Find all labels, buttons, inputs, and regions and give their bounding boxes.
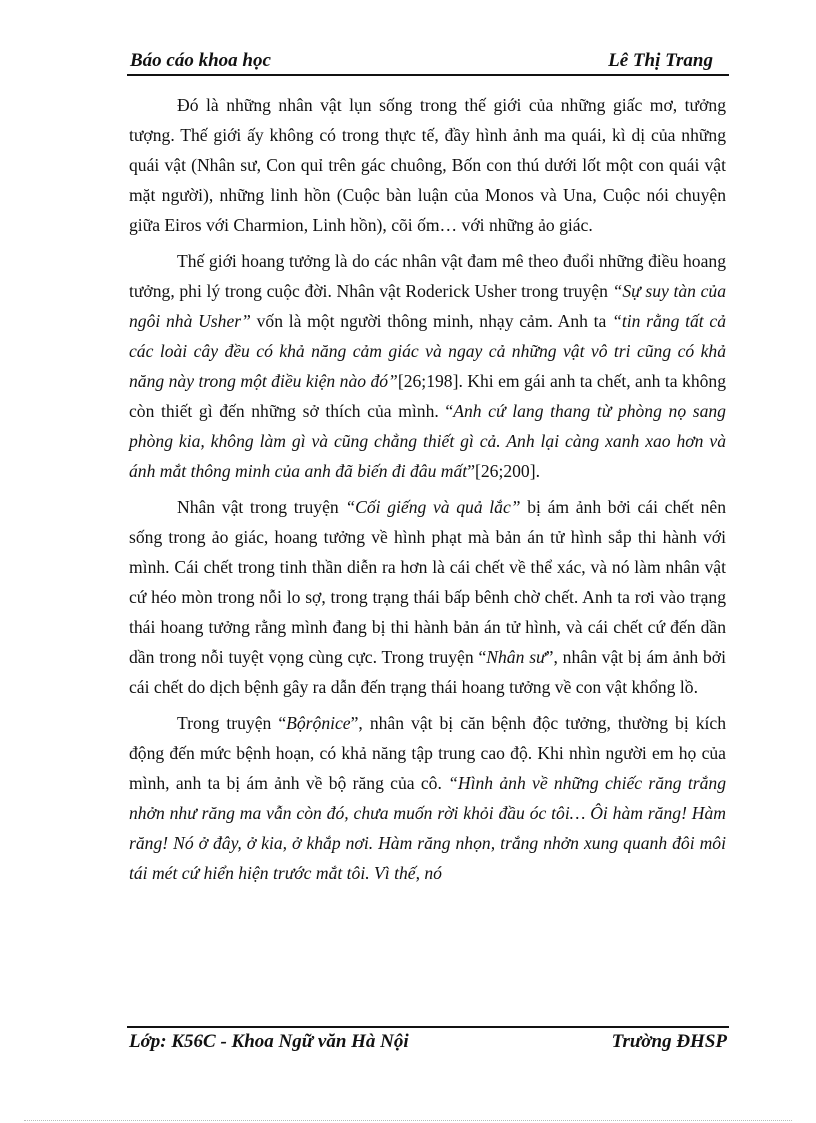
italic-quote: “Hình ảnh về những chiếc răng trắng nhởn như răng ma vẫn còn đó, chưa muốn rời khỏi đầu óc tôi… Ôi hàm răng! Hàm răng! Nó ở đây, ở kia, ở khắp nơi. Hàm răng nhọn, trắng nhởn xung quanh đôi môi tái mét cứ hiển hiện trước mắt tôi. Vì thế, nó — [129, 773, 726, 883]
page-header — [127, 48, 727, 74]
text-segment: Trong truyện “ — [177, 713, 287, 733]
footer-university: Trường ĐHSP — [611, 1031, 727, 1052]
footer-class-info: Lớp: K56C - Khoa Ngữ văn Hà Nội — [129, 1031, 409, 1052]
italic-quote: “Sự suy tàn của ngôi nhà Usher” — [129, 281, 726, 331]
paragraph — [129, 492, 726, 702]
footer-divider — [127, 1026, 729, 1028]
italic-quote: Anh cứ lang thang từ phòng nọ sang phòng kia, không làm gì và cũng chẳng thiết gì cả. Anh lại càng xanh xao hơn và ánh mắt thông minh của anh đã biến đi đâu mất — [129, 401, 726, 481]
paragraph — [129, 246, 726, 486]
text-segment: vốn là một người thông minh, nhạy cảm. Anh ta — [250, 311, 613, 331]
text-segment: ”[26;200]. — [467, 461, 540, 481]
page-bottom-dotted-line — [24, 1120, 792, 1121]
header-report-title: Báo cáo khoa học — [130, 50, 271, 71]
text-segment: Nhân vật trong truyện — [177, 497, 346, 517]
text-segment: ”, nhân vật bị căn bệnh độc tưởng, thường bị kích động đến mức bệnh hoạn, có khả năng tập trung cao độ. Khi nhìn người em họ của mình, anh ta bị ám ảnh về bộ răng của cô. — [129, 713, 726, 793]
text-segment: Thế giới hoang tưởng là do các nhân vật đam mê theo đuổi những điều hoang tưởng, phi lý trong cuộc đời. Nhân vật Roderick Usher trong truyện — [129, 251, 726, 301]
paragraph — [129, 708, 726, 888]
body-text — [129, 90, 726, 888]
page-footer — [127, 1030, 729, 1082]
text-segment: bị ám ảnh bởi cái chết nên sống trong ảo giác, hoang tưởng về hình phạt mà bản án tử hình sắp thi hành với mình. Cái chết trong tinh thần diễn ra hơn là cái chết về thể xác, và nó làm nhân vật cứ héo mòn trong nỗi lo sợ, trong trạng thái bấp bênh chờ chết. Anh ta rơi vào trạng thái hoang tưởng rằng mình đang bị thi hành bản án tử hình, và cái chết cứ đến dần dần trong nỗi tuyệt vọng cùng cực. Trong truyện “ — [129, 497, 727, 667]
italic-quote: “tin rằng tất cả các loài cây đều có khả năng cảm giác và ngay cả những vật vô tri cũng có khả năng này trong một điều kiện nào đó” — [129, 311, 726, 391]
italic-quote: Bộrộnice — [286, 713, 351, 733]
italic-quote: “Cối giếng và quả lắc” — [345, 497, 521, 517]
italic-quote: Nhân sư — [486, 647, 546, 667]
text-segment: [26;198]. Khi em gái anh ta chết, anh ta không còn thiết gì đến những sở thích của mình. “ — [129, 371, 727, 421]
header-divider — [127, 74, 729, 76]
header-author: Lê Thị Trang — [608, 50, 713, 71]
text-segment: Đó là những nhân vật lụn sống trong thế giới của những giấc mơ, tưởng tượng. Thế giới ấy không có trong thực tế, đầy hình ảnh ma quái, kì dị của những quái vật (Nhân sư, Con quỉ trên gác chuông, Bốn con thú dưới lốt một con quái vật mặt người), những linh hồn (Cuộc bàn luận của Monos và Una, Cuộc nói chuyện giữa Eiros với Charmion, Linh hồn), cõi ốm… với những ảo giác. — [129, 95, 726, 235]
text-segment: ”, nhân vật bị ám ảnh bởi cái chết do dịch bệnh gây ra dẫn đến trạng thái hoang tưởng về con vật khổng lồ. — [129, 647, 726, 697]
paragraph — [129, 90, 726, 240]
